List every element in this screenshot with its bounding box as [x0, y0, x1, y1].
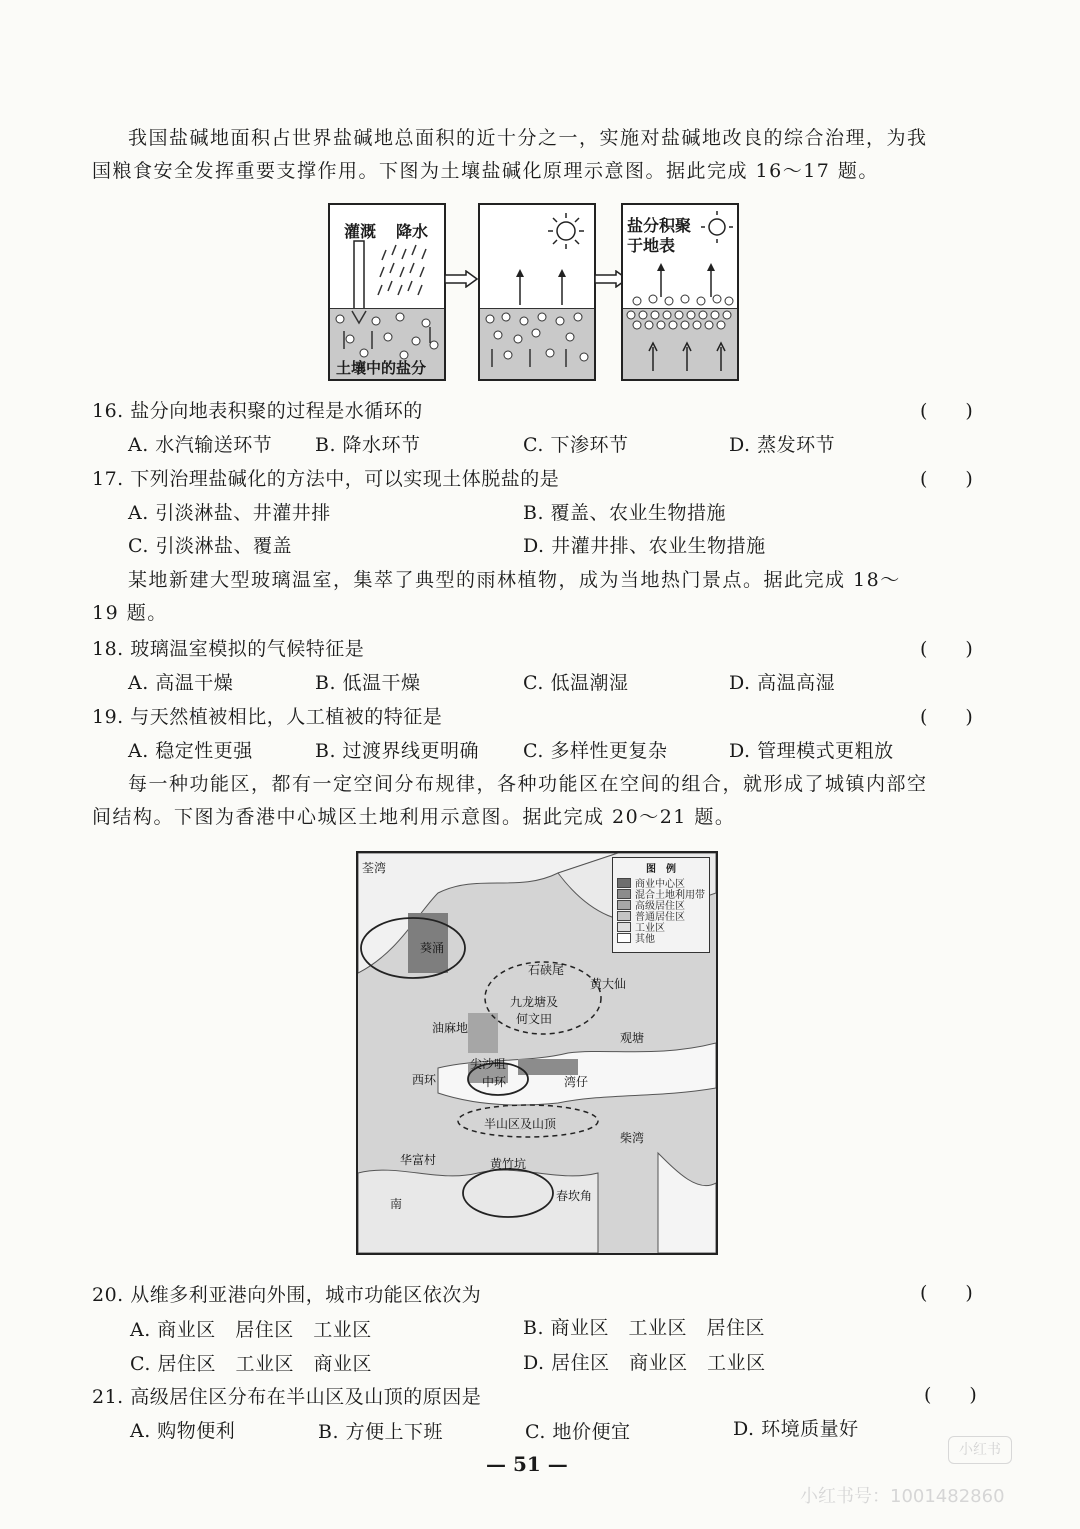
place-sai-wan: 西环: [412, 1073, 437, 1087]
legend-label: 商业中心区: [635, 879, 685, 890]
question-18-option-d: D. 高温高湿: [729, 672, 836, 694]
question-20-option-c: C. 居住区 工业区 商业区: [130, 1353, 372, 1375]
place-chai-wan: 柴湾: [620, 1131, 645, 1145]
legend-swatch: [617, 878, 631, 888]
label-irrigation: 灌溉: [344, 222, 377, 241]
place-chai-wan-kok: 春坎角: [556, 1189, 593, 1203]
intro3-line1: 每一种功能区，都有一定空间分布规律，各种功能区在空间的组合，就形成了城镇内部空: [128, 773, 928, 795]
legend-swatch: [617, 911, 631, 921]
question-21-option-c: C. 地价便宜: [525, 1421, 631, 1443]
place-wong-tai-sin: 黄大仙: [590, 977, 627, 991]
question-20-answer-blank[interactable]: ( ): [920, 1282, 973, 1304]
legend-swatch: [617, 889, 631, 899]
question-18-option-a: A. 高温干燥: [128, 672, 234, 694]
question-20-stem: 20. 从维多利亚港向外围，城市功能区依次为: [92, 1284, 482, 1306]
place-shek-kip-mei: 石硖尾: [528, 963, 565, 977]
place-kowloon-tong: 九龙塘及何文田: [509, 995, 558, 1026]
intro1-line2: 国粮食安全发挥重要支撑作用。下图为土壤盐碱化原理示意图。据此完成 16～17 题。: [92, 160, 879, 182]
question-16-stem: 16. 盐分向地表积聚的过程是水循环的: [92, 400, 423, 422]
question-21-option-d: D. 环境质量好: [733, 1418, 859, 1440]
intro1-line1: 我国盐碱地面积占世界盐碱地总面积的近十分之一，实施对盐碱地改良的综合治理，为我: [128, 127, 928, 149]
question-17-stem: 17. 下列治理盐碱化的方法中，可以实现土体脱盐的是: [92, 468, 560, 490]
intro2-line1: 某地新建大型玻璃温室，集萃了典型的雨林植物，成为当地热门景点。据此完成 18～: [128, 569, 901, 591]
label-soil-salt: 土壤中的盐分: [336, 359, 427, 377]
label-accumulation-1: 盐分积聚: [627, 216, 692, 235]
intro3-line2: 间结构。下图为香港中心城区土地利用示意图。据此完成 20～21 题。: [92, 806, 736, 828]
question-21-option-b: B. 方便上下班: [318, 1421, 444, 1443]
legend-label: 其他: [635, 934, 655, 945]
question-17-answer-blank[interactable]: ( ): [920, 468, 973, 490]
question-19-stem: 19. 与天然植被相比，人工植被的特征是: [92, 706, 443, 728]
place-tsuen-wan: 荃湾: [362, 861, 387, 875]
question-16-option-b: B. 降水环节: [315, 434, 421, 456]
place-tsim-sha-tsui: 尖沙咀: [470, 1057, 507, 1071]
place-south: 南: [390, 1197, 403, 1211]
soil-layer: [330, 308, 444, 379]
question-20-option-d: D. 居住区 商业区 工业区: [523, 1352, 766, 1374]
question-21-stem: 21. 高级居住区分布在半山区及山顶的原因是: [92, 1386, 482, 1408]
place-kwun-tong: 观塘: [620, 1031, 645, 1045]
question-19-answer-blank[interactable]: ( ): [920, 706, 973, 728]
intro2-line2: 19 题。: [92, 602, 168, 624]
question-16-option-d: D. 蒸发环节: [729, 434, 836, 456]
place-kwai-chung: 葵涌: [420, 941, 445, 955]
soil-layer: [623, 308, 737, 379]
question-17-option-d: D. 井灌井排、农业生物措施: [523, 535, 766, 557]
place-mid-levels: 半山区及山顶: [484, 1117, 557, 1131]
salt-particles: [623, 309, 737, 379]
watermark-text: 小红书号：1001482860: [800, 1486, 1005, 1507]
legend-label: 普通居住区: [635, 912, 685, 923]
salt-particles: [480, 309, 594, 379]
legend-label: 工业区: [635, 923, 665, 934]
hong-kong-land-use-map: [356, 851, 718, 1255]
legend-label: 混合土地利用带: [635, 890, 705, 901]
question-17-option-c: C. 引淡淋盐、覆盖: [128, 535, 292, 557]
watermark-logo: 小红书: [948, 1436, 1012, 1464]
question-17-option-a: A. 引淡淋盐、井灌井排: [128, 502, 331, 524]
panel-irrigation-rain: [328, 203, 446, 381]
question-18-answer-blank[interactable]: ( ): [920, 638, 973, 660]
place-central: 中环: [482, 1075, 507, 1089]
label-accumulation-2: 于地表: [627, 236, 676, 255]
question-17-option-b: B. 覆盖、农业生物措施: [523, 502, 727, 524]
question-19-option-c: C. 多样性更复杂: [523, 740, 668, 762]
map-legend: [612, 857, 710, 953]
question-21-option-a: A. 购物便利: [130, 1420, 236, 1442]
legend-swatch: [617, 900, 631, 910]
question-21-answer-blank[interactable]: ( ): [924, 1384, 977, 1406]
question-18-stem: 18. 玻璃温室模拟的气候特征是: [92, 638, 365, 660]
question-20-option-a: A. 商业区 居住区 工业区: [130, 1319, 372, 1341]
legend-swatch: [617, 933, 631, 943]
question-19-option-b: B. 过渡界线更明确: [315, 740, 480, 762]
question-18-option-c: C. 低温潮湿: [523, 672, 629, 694]
legend-label: 高级居住区: [635, 901, 685, 912]
question-20-option-b: B. 商业区 工业区 居住区: [523, 1317, 766, 1339]
panel-evaporation: [478, 203, 596, 381]
panel-salt-accumulation: [621, 203, 739, 381]
place-yau-ma-tei: 油麻地: [432, 1021, 469, 1035]
question-19-option-d: D. 管理模式更粗放: [729, 740, 894, 762]
place-wong-chuk-hang: 黄竹坑: [490, 1157, 527, 1171]
question-19-option-a: A. 稳定性更强: [128, 740, 253, 762]
label-rain: 降水: [396, 222, 429, 241]
question-16-answer-blank[interactable]: ( ): [920, 400, 973, 422]
legend-item: [617, 921, 709, 932]
arrow-right-icon: [444, 270, 478, 288]
soil-layer: [480, 308, 594, 379]
question-18-option-b: B. 低温干燥: [315, 672, 421, 694]
question-16-option-a: A. 水汽输送环节: [128, 434, 273, 456]
legend-title: 图 例: [646, 864, 676, 875]
place-wan-chai: 湾仔: [564, 1075, 589, 1089]
legend-swatch: [617, 922, 631, 932]
question-16-option-c: C. 下渗环节: [523, 434, 629, 456]
place-wah-fu: 华富村: [400, 1153, 437, 1167]
page-number: — 51 —: [486, 1452, 568, 1476]
